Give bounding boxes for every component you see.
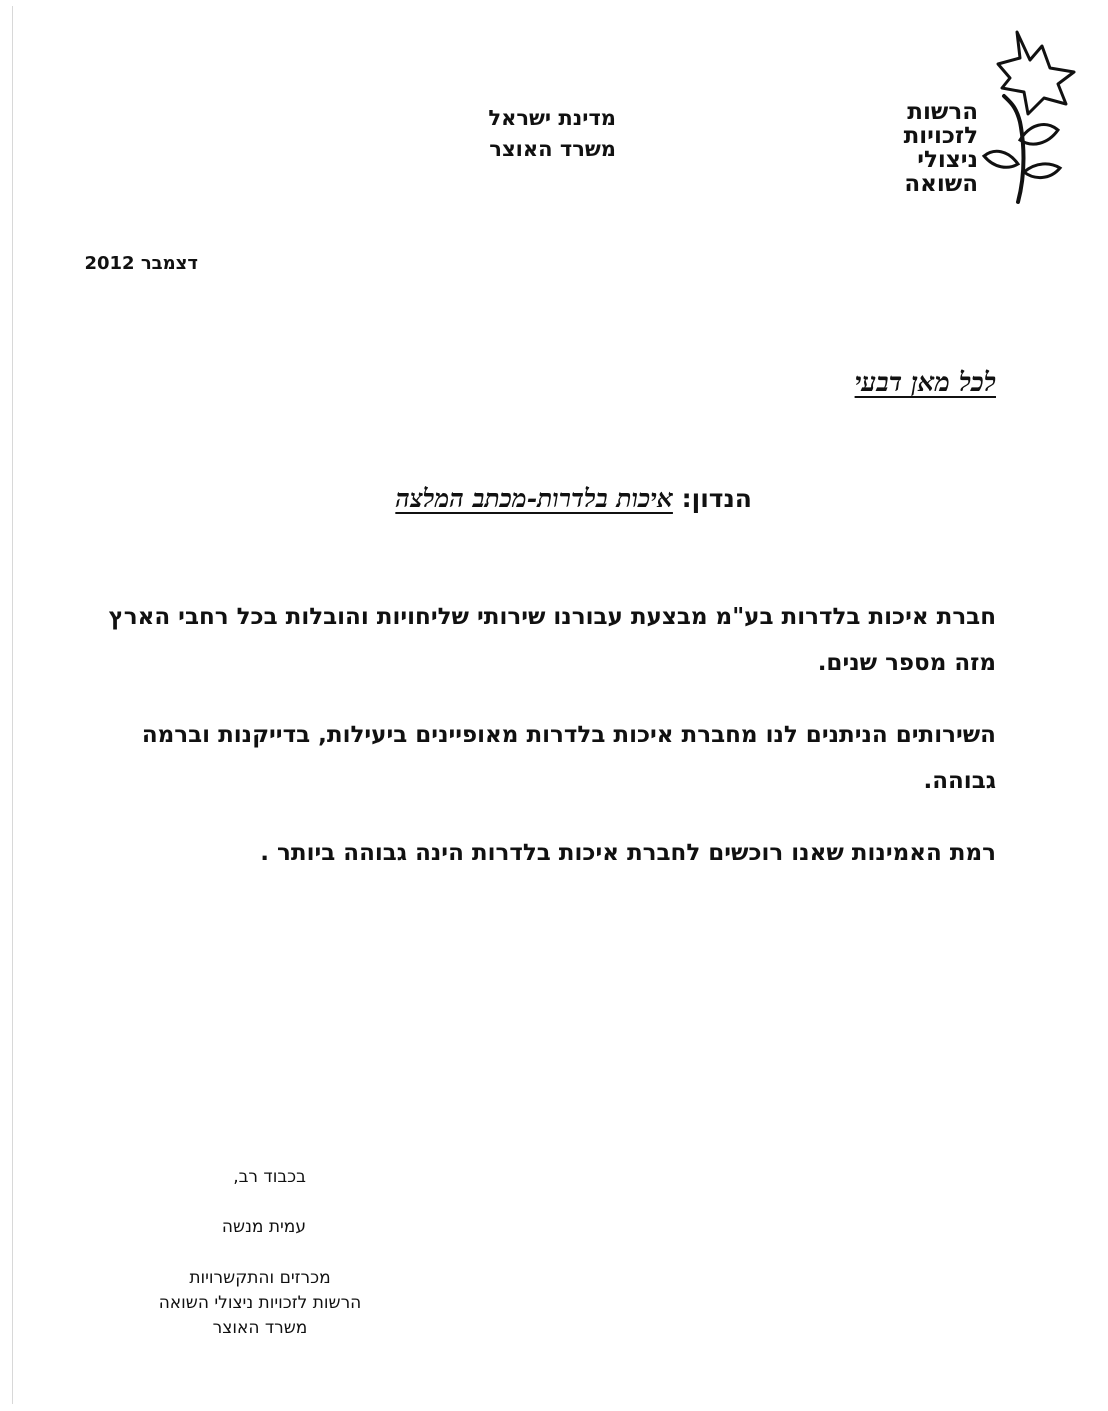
state-ministry-header [396, 103, 616, 165]
star-flower-logo-icon [980, 22, 1090, 207]
closing [16, 1164, 306, 1240]
authority-logo-text [880, 100, 978, 196]
recipient-line: לכל מאן דבעי [854, 368, 996, 398]
signature-line: הרשות לזכויות ניצולי השואה [158, 1293, 362, 1313]
body-paragraph: השירותים הניתנים לנו מחברת איכות בלדרות מאופיינים ביעילות, בדייקנות וברמה גבוהה. [141, 722, 996, 794]
logo-line: הרשות [907, 99, 978, 125]
body-paragraph: רמת האמינות שאנו רוכשים לחברת איכות בלדרות הינה גבוהה ביותר . [260, 840, 996, 866]
logo-line: לזכויות [903, 123, 978, 149]
signature-line: מכרזים והתקשרויות [189, 1268, 331, 1288]
subject-value: איכות בלדרות-מכתב המלצה [395, 484, 673, 513]
state-line: מדינת ישראל [488, 106, 616, 130]
subject-line [395, 484, 752, 514]
subject-label: הנדון: [681, 484, 752, 513]
signature-line: משרד האוצר [212, 1318, 308, 1338]
logo-line: השואה [904, 171, 978, 197]
closing-greeting: בכבוד רב, [233, 1167, 306, 1187]
body-paragraph: חברת איכות בלדרות בע"מ מבצעת עבורנו שירותי שליחויות והובלות בכל רחבי הארץ מזה מספר שנים. [108, 604, 996, 676]
letter-body [76, 594, 996, 902]
page-edge [12, 6, 13, 1404]
logo-line: ניצולי [917, 147, 978, 173]
signer-name: עמית מנשה [221, 1217, 306, 1237]
signature-block [100, 1266, 420, 1341]
letter-date: דצמבר 2012 [84, 253, 198, 274]
ministry-line: משרד האוצר [489, 137, 616, 161]
